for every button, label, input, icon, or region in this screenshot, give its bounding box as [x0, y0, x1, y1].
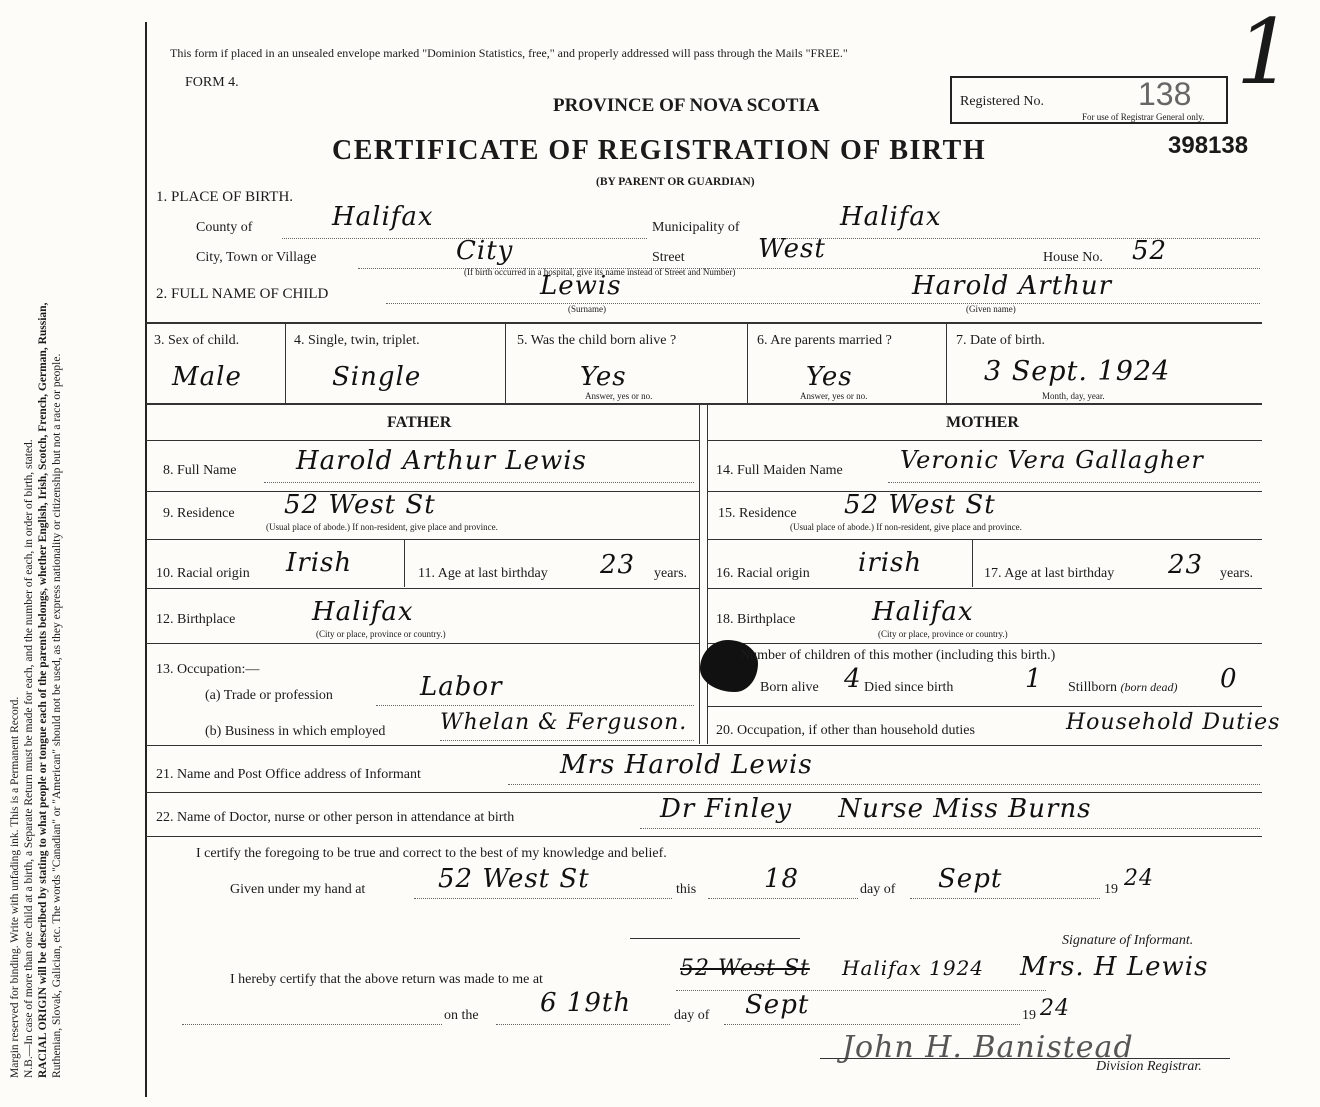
- registrar-day: 6 19th: [540, 988, 632, 1018]
- line: [414, 898, 672, 899]
- city-label: City, Town or Village: [196, 250, 317, 265]
- given-at: 52 West St: [438, 864, 590, 894]
- street-label: Street: [652, 250, 685, 265]
- mother-residence-value: 52 West St: [844, 490, 996, 520]
- surname-note: (Surname): [568, 304, 606, 314]
- municipality-line: [775, 238, 1260, 239]
- line: [264, 482, 694, 483]
- child-surname: Lewis: [540, 271, 622, 301]
- province-heading: PROVINCE OF NOVA SCOTIA: [553, 95, 820, 116]
- mother-birthplace-label: 18. Birthplace: [716, 612, 796, 627]
- signature-informant-label: Signature of Informant.: [1062, 933, 1194, 948]
- sex-label: 3. Sex of child.: [154, 333, 240, 348]
- mother-years: years.: [1220, 566, 1254, 581]
- dob-note: Month, day, year.: [1042, 391, 1105, 401]
- father-birthplace-note: (City or place, province or country.): [316, 629, 446, 639]
- registered-label: Registered No.: [960, 94, 1044, 109]
- rule: [146, 588, 699, 589]
- dob-value: 3 Sept. 1924: [984, 356, 1171, 387]
- born-alive-note: Answer, yes or no.: [585, 391, 653, 401]
- child-name-label: 2. FULL NAME OF CHILD: [156, 286, 329, 302]
- father-years: years.: [654, 566, 688, 581]
- mother-heading: MOTHER: [946, 414, 1019, 431]
- mother-name-label: 14. Full Maiden Name: [716, 463, 843, 478]
- plurality-value: Single: [332, 362, 422, 392]
- born-alive-count-label: Born alive: [760, 680, 819, 695]
- father-birthplace-label: 12. Birthplace: [156, 612, 236, 627]
- child-name-line: [386, 303, 1260, 304]
- registrar-place-struck: 52 West St: [680, 956, 810, 981]
- registrar-signature: John H. Banistead: [842, 1030, 1134, 1065]
- born-alive-count: 4: [844, 664, 862, 694]
- mother-birthplace-note: (City or place, province or country.): [878, 629, 1008, 639]
- registrar-day-of: day of: [674, 1008, 710, 1023]
- given-label: Given under my hand at: [230, 882, 366, 897]
- place-of-birth-label: 1. PLACE OF BIRTH.: [156, 189, 294, 205]
- registered-number-box: [950, 76, 1228, 124]
- street-value: West: [758, 234, 826, 264]
- line: [182, 1024, 442, 1025]
- postal-note: This form if placed in an unsealed envelope marked "Dominion Statistics, free," and properly addressed will pass through the Mails "FREE.": [170, 46, 848, 60]
- given-month: Sept: [938, 864, 1003, 894]
- given-year-prefix: 19: [1104, 882, 1118, 897]
- father-trade-label: (a) Trade or profession: [205, 688, 333, 703]
- certificate-subtitle: (BY PARENT OR GUARDIAN): [596, 176, 755, 188]
- division-registrar-label: Division Registrar.: [1096, 1059, 1202, 1074]
- municipality-value: Halifax: [840, 202, 942, 232]
- line: [376, 705, 694, 706]
- registrar-text: I hereby certify that the above return was made to me at: [230, 972, 543, 987]
- stillborn-count: 0: [1220, 664, 1238, 694]
- sex-value: Male: [172, 362, 242, 392]
- mother-birthplace-value: Halifax: [872, 597, 974, 627]
- informant-signature: Mrs. H Lewis: [1020, 952, 1209, 982]
- father-heading: FATHER: [387, 414, 452, 431]
- line: [708, 898, 858, 899]
- line: [496, 1024, 670, 1025]
- certificate-title: CERTIFICATE OF REGISTRATION OF BIRTH: [332, 135, 987, 166]
- line: [440, 740, 694, 741]
- this-label: this: [676, 882, 697, 897]
- rule: [708, 706, 1262, 707]
- doctor-value: Dr Finley Nurse Miss Burns: [660, 794, 1092, 824]
- registrar-place: Halifax 1924: [842, 956, 985, 980]
- born-alive-label: 5. Was the child born alive ?: [517, 333, 677, 348]
- rule: [972, 540, 973, 587]
- given-year: 24: [1124, 866, 1154, 891]
- line: [910, 898, 1100, 899]
- stamp-number: 398138: [1168, 132, 1249, 159]
- informant-label: 21. Name and Post Office address of Informant: [156, 767, 421, 782]
- margin-line: N.B.—In case of more than one child at a birth, a Separate Return must be made for each, and the number of each, in order of birth, stated.: [23, 439, 35, 1078]
- registrar-month: Sept: [745, 990, 810, 1020]
- dob-label: 7. Date of birth.: [956, 333, 1046, 348]
- rule: [708, 440, 1262, 441]
- given-day: 18: [764, 864, 800, 894]
- mother-name-value: Veronic Vera Gallagher: [900, 446, 1204, 474]
- registrar-year-prefix: 19: [1022, 1008, 1036, 1023]
- father-residence-note: (Usual place of abode.) If non-resident, give place and province.: [266, 522, 498, 532]
- mother-residence-label: 15. Residence: [718, 506, 797, 521]
- mother-residence-note: (Usual place of abode.) If non-resident, give place and province.: [790, 522, 1022, 532]
- house-label: House No.: [1043, 250, 1103, 265]
- county-label: County of: [196, 220, 253, 235]
- rule: [146, 539, 699, 540]
- margin-rule: [145, 22, 147, 1097]
- corner-mark: 1: [1236, 0, 1294, 105]
- father-occupation-label: 13. Occupation:—: [156, 662, 260, 677]
- doctor-label: 22. Name of Doctor, nurse or other person in attendance at birth: [156, 810, 515, 825]
- rule: [630, 938, 800, 939]
- father-age-value: 23: [600, 550, 636, 580]
- line: [508, 784, 1260, 785]
- mother-children-label: Number of children of this mother (including this birth.): [740, 648, 1056, 663]
- margin-line: Ruthenian, Slovak, Galician, etc. The words "Canadian" or "American" should not be used, as they express nationality or citizenship but not a race or people.: [51, 353, 63, 1078]
- given-name-note: (Given name): [966, 304, 1016, 314]
- mother-occupation-label: 20. Occupation, if other than household duties: [716, 723, 975, 738]
- rule: [146, 440, 699, 441]
- line: [724, 1024, 1020, 1025]
- rule: [708, 588, 1262, 589]
- father-business-label: (b) Business in which employed: [205, 724, 386, 739]
- rule: [146, 403, 1262, 405]
- form-number: FORM 4.: [185, 75, 239, 90]
- city-value: City: [456, 236, 514, 266]
- rule: [946, 323, 947, 403]
- father-residence-label: 9. Residence: [163, 506, 235, 521]
- rule: [146, 792, 1262, 793]
- house-value: 52: [1132, 236, 1168, 266]
- line: [888, 482, 1260, 483]
- county-value: Halifax: [332, 202, 434, 232]
- stillborn-note: (born dead): [1120, 680, 1178, 694]
- given-day-of: day of: [860, 882, 896, 897]
- rule: [708, 539, 1262, 540]
- mother-age-value: 23: [1168, 550, 1204, 580]
- rule: [699, 404, 700, 744]
- father-name-label: 8. Full Name: [163, 463, 237, 478]
- father-trade-value: Labor: [420, 672, 503, 702]
- father-race-value: Irish: [286, 548, 353, 578]
- child-given-name: Harold Arthur: [912, 271, 1113, 301]
- died-label: Died since birth: [864, 680, 954, 695]
- line: [676, 990, 1046, 991]
- father-name-value: Harold Arthur Lewis: [296, 446, 587, 476]
- rule: [146, 643, 699, 644]
- registered-value: 138: [1138, 76, 1192, 112]
- born-alive-value: Yes: [580, 362, 627, 392]
- rule: [505, 323, 506, 403]
- informant-value: Mrs Harold Lewis: [560, 750, 813, 780]
- died-count: 1: [1025, 664, 1043, 694]
- municipality-label: Municipality of: [652, 220, 740, 235]
- plurality-label: 4. Single, twin, triplet.: [294, 333, 420, 348]
- rule: [708, 643, 1262, 644]
- certify-text: I certify the foregoing to be true and correct to the best of my knowledge and belief.: [196, 846, 667, 861]
- registrar-on-label: on the: [444, 1008, 479, 1023]
- rule: [707, 404, 708, 744]
- married-note: Answer, yes or no.: [800, 391, 868, 401]
- father-race-label: 10. Racial origin: [156, 566, 250, 581]
- father-business-value: Whelan & Ferguson.: [440, 710, 688, 735]
- rule: [285, 323, 286, 403]
- hospital-note: (If birth occurred in a hospital, give its name instead of Street and Number): [464, 267, 736, 277]
- rule: [146, 836, 1262, 837]
- married-label: 6. Are parents married ?: [757, 333, 892, 348]
- father-birthplace-value: Halifax: [312, 597, 414, 627]
- rule: [404, 540, 405, 587]
- stillborn-text: Stillborn: [1068, 680, 1118, 695]
- rule: [146, 322, 1262, 324]
- line: [640, 828, 1260, 829]
- stillborn-label: [1068, 680, 1178, 696]
- father-residence-value: 52 West St: [284, 490, 436, 520]
- registered-note: For use of Registrar General only.: [1082, 112, 1205, 122]
- margin-line: RACIAL ORIGIN will be described by stating to what people or tongue each of the parents belongs, whether English, Irish, Scotch, French, German, Russian,: [37, 302, 49, 1078]
- mother-age-label: 17. Age at last birthday: [984, 566, 1115, 581]
- margin-line: Margin reserved for binding. Write with unfading ink. This is a Permanent Record.: [9, 696, 21, 1078]
- married-value: Yes: [806, 362, 853, 392]
- mother-race-label: 16. Racial origin: [716, 566, 810, 581]
- rule: [747, 323, 748, 403]
- father-age-label: 11. Age at last birthday: [418, 566, 548, 581]
- mother-occupation-value: Household Duties: [1066, 710, 1281, 735]
- rule: [146, 745, 1262, 746]
- margin-instructions: [8, 0, 64, 1078]
- mother-race-value: irish: [858, 548, 923, 578]
- registrar-year: 24: [1040, 996, 1070, 1021]
